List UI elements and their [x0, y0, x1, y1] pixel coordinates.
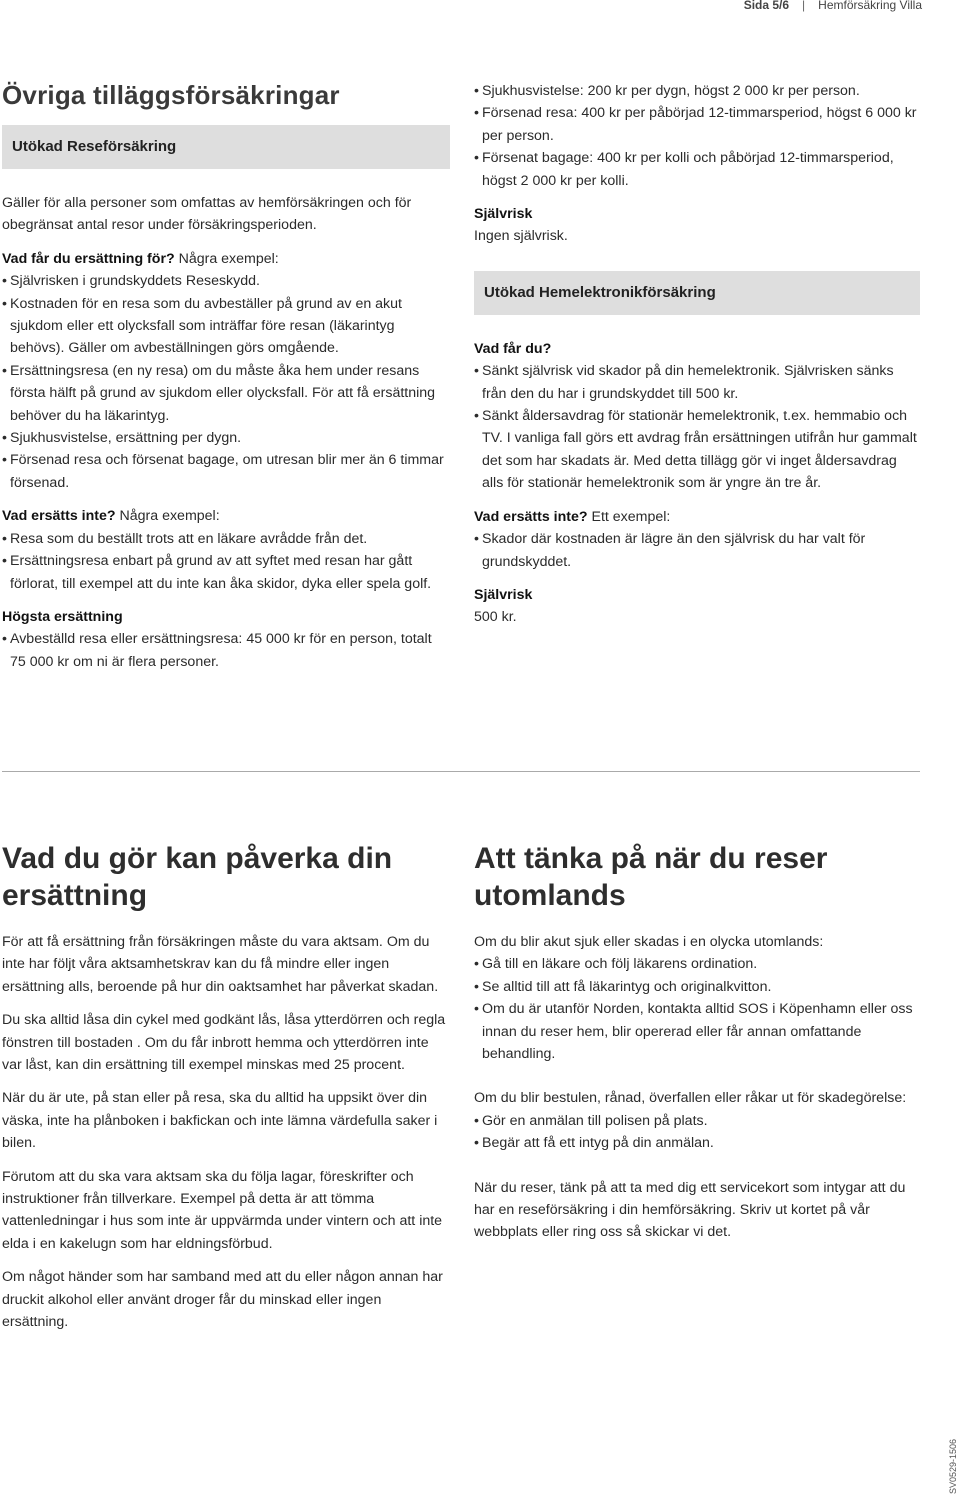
list-item: • Gå till en läkare och följ läkarens ordination. — [474, 956, 758, 973]
list-item: • Skador där kostnaden är lägre än den självrisk du har valt för grundskyddet. — [474, 531, 866, 570]
list-item: • Sjukhusvistelse, ersättning per dygn. — [2, 430, 242, 447]
electronics-not-covered-heading: Vad ersätts inte? Ett exempel: — [474, 508, 671, 525]
abroad-theft-list — [474, 1110, 920, 1155]
divider — [2, 771, 920, 772]
list-item: • Försenat bagage: 400 kr per kolli och påbörjad 12-timmarsperiod, högst 2 000 kr per kolli. — [474, 150, 894, 189]
list-item: • Se alltid till att få läkarintyg och originalkvitton. — [474, 978, 772, 995]
abroad-sick-list — [474, 953, 920, 1065]
paragraph: För att få ersättning från försäkringen måste du vara aktsam. Om du inte har följt våra aktsamhetskrav kan du få mindre eller ingen ersättning alls, beroende på hur din oaktsamhet har påverkat skadan. — [2, 934, 439, 995]
travel-not-covered-heading: Vad ersätts inte? Några exempel: — [2, 508, 220, 525]
travel-limits-list — [474, 80, 920, 192]
travel-not-covered-list — [2, 528, 450, 595]
list-item: • Ersättningsresa enbart på grund av att syftet med resan har gått förlorat, till exempel att du inte kan åka skidor, dyka eller spela golf. — [2, 553, 432, 592]
list-item: • Avbeställd resa eller ersättningsresa: 45 000 kr för en person, totalt 75 000 kr om ni är flera personer. — [2, 631, 432, 670]
list-item: • Självrisken i grundskyddets Reseskydd. — [2, 273, 260, 290]
electronics-insurance-bar: Utökad Hemelektronikförsäkring — [474, 271, 920, 315]
paragraph: När du reser, tänk på att ta med dig ett servicekort som intygar att du har en reseförsäkring i din hemförsäkring. Skriv ut kortet på vår webbplats eller ring oss så skickar vi det. — [474, 1179, 906, 1241]
list-item: • Om du är utanför Norden, kontakta alltid SOS i Köpenhamn eller oss innan du reser hem, blir opererad eller får annan omfattande behandling. — [474, 1001, 913, 1063]
list-item: • Gör en anmälan till polisen på plats. — [474, 1112, 708, 1129]
abroad-section — [474, 840, 920, 1244]
paragraph: Förutom att du ska vara aktsam ska du följa lagar, föreskrifter och instruktioner från tillverkare. Exempel på detta är att tömma vattenledningar i hus som inte är uppvärmda under vintern och att inte elda i en kakelugn som har eldningsförbud. — [2, 1168, 443, 1252]
electronics-covered-list — [474, 360, 920, 494]
travel-covered-list — [2, 270, 450, 494]
conduct-section — [2, 840, 450, 1334]
max-compensation-heading: Högsta ersättning — [2, 608, 123, 625]
list-item: • Sjukhusvistelse: 200 kr per dygn, högst 2 000 kr per person. — [474, 83, 860, 99]
deductible-text: 500 kr. — [474, 609, 517, 626]
list-item: • Ersättningsresa (en ny resa) om du måste åka hem under resans första hälft på grund av sjukdom eller olycksfall. För att få ersättning behöver du ha läkarintyg. — [2, 362, 436, 424]
deductible-heading: Självrisk — [474, 586, 533, 603]
list-item: • Försenad resa och försenat bagage, om utresan blir mer än 6 timmar försenad. — [2, 452, 444, 491]
electronics-covered-heading: Vad får du? — [474, 340, 552, 357]
paragraph: Om du blir bestulen, rånad, överfallen eller råkar ut för skadegörelse: — [474, 1090, 907, 1107]
right-column — [474, 80, 920, 629]
travel-insurance-bar: Utökad Reseförsäkring — [2, 125, 450, 169]
deductible-heading: Självrisk — [474, 206, 533, 223]
list-item: • Sänkt åldersavdrag för stationär hemelektronik, t.ex. hemmabio och TV. I vanliga fall görs ett avdrag från ersättningen utifrån hur gammalt det som har skadats är. Med detta tillägg gör vi inget åldersavdrag alls för stationär hemelektronik som är yngre än tre år. — [474, 408, 917, 492]
left-column — [2, 80, 450, 673]
travel-intro: Gäller för alla personer som omfattas av hemförsäkringen och för obegränsat antal resor under försäkringsperioden. — [2, 195, 412, 234]
paragraph: När du är ute, på stan eller på resa, ska du alltid ha uppsikt över din väska, inte ha plånboken i bakfickan och inte lämna värdefulla saker i bilen. — [2, 1090, 438, 1152]
paragraph: Om något händer som har samband med att du eller någon annan har druckit alkohol eller använt droger får du minskad eller ingen ersättning. — [2, 1269, 443, 1331]
list-item: • Kostnaden för en resa som du avbeställer på grund av en akut sjukdom eller ett olycksfall som inträffar före resan (läkarintyg behövs). Gäller om avbeställningen görs omgående. — [2, 295, 402, 357]
page-header — [744, 0, 922, 12]
paragraph: Om du blir akut sjuk eller skadas i en olycka utomlands: — [474, 934, 824, 950]
travel-covered-heading: Vad får du ersättning för? Några exempel: — [2, 250, 279, 267]
list-item: • Resa som du beställt trots att en läkare avrådde från det. — [2, 530, 368, 547]
section-title: Övriga tilläggsförsäkringar — [2, 80, 340, 110]
abroad-title: Att tänka på när du reser utomlands — [474, 842, 828, 912]
conduct-title: Vad du gör kan påverka din ersättning — [2, 842, 393, 912]
header-separator: | — [802, 0, 806, 12]
deductible-text: Ingen självrisk. — [474, 228, 568, 245]
list-item: • Försenad resa: 400 kr per påbörjad 12-timmarsperiod, högst 6 000 kr per person. — [474, 105, 917, 144]
list-item: • Begär att få ett intyg på din anmälan. — [474, 1135, 714, 1152]
document-code: SV0529-1506 — [948, 1439, 958, 1494]
document-name: Hemförsäkring Villa — [818, 0, 922, 12]
paragraph: Du ska alltid låsa din cykel med godkänt lås, låsa ytterdörren och regla fönstren till bostaden . Om du får inbrott hemma och ytterdörren inte var låst, kan din ersättning till exempel minskas med 25 procent. — [2, 1012, 446, 1074]
page-number: Sida 5/6 — [743, 0, 790, 12]
list-item: • Sänkt självrisk vid skador på din hemelektronik. Självrisken sänks från den du har i grundskyddet till 500 kr. — [474, 363, 894, 402]
